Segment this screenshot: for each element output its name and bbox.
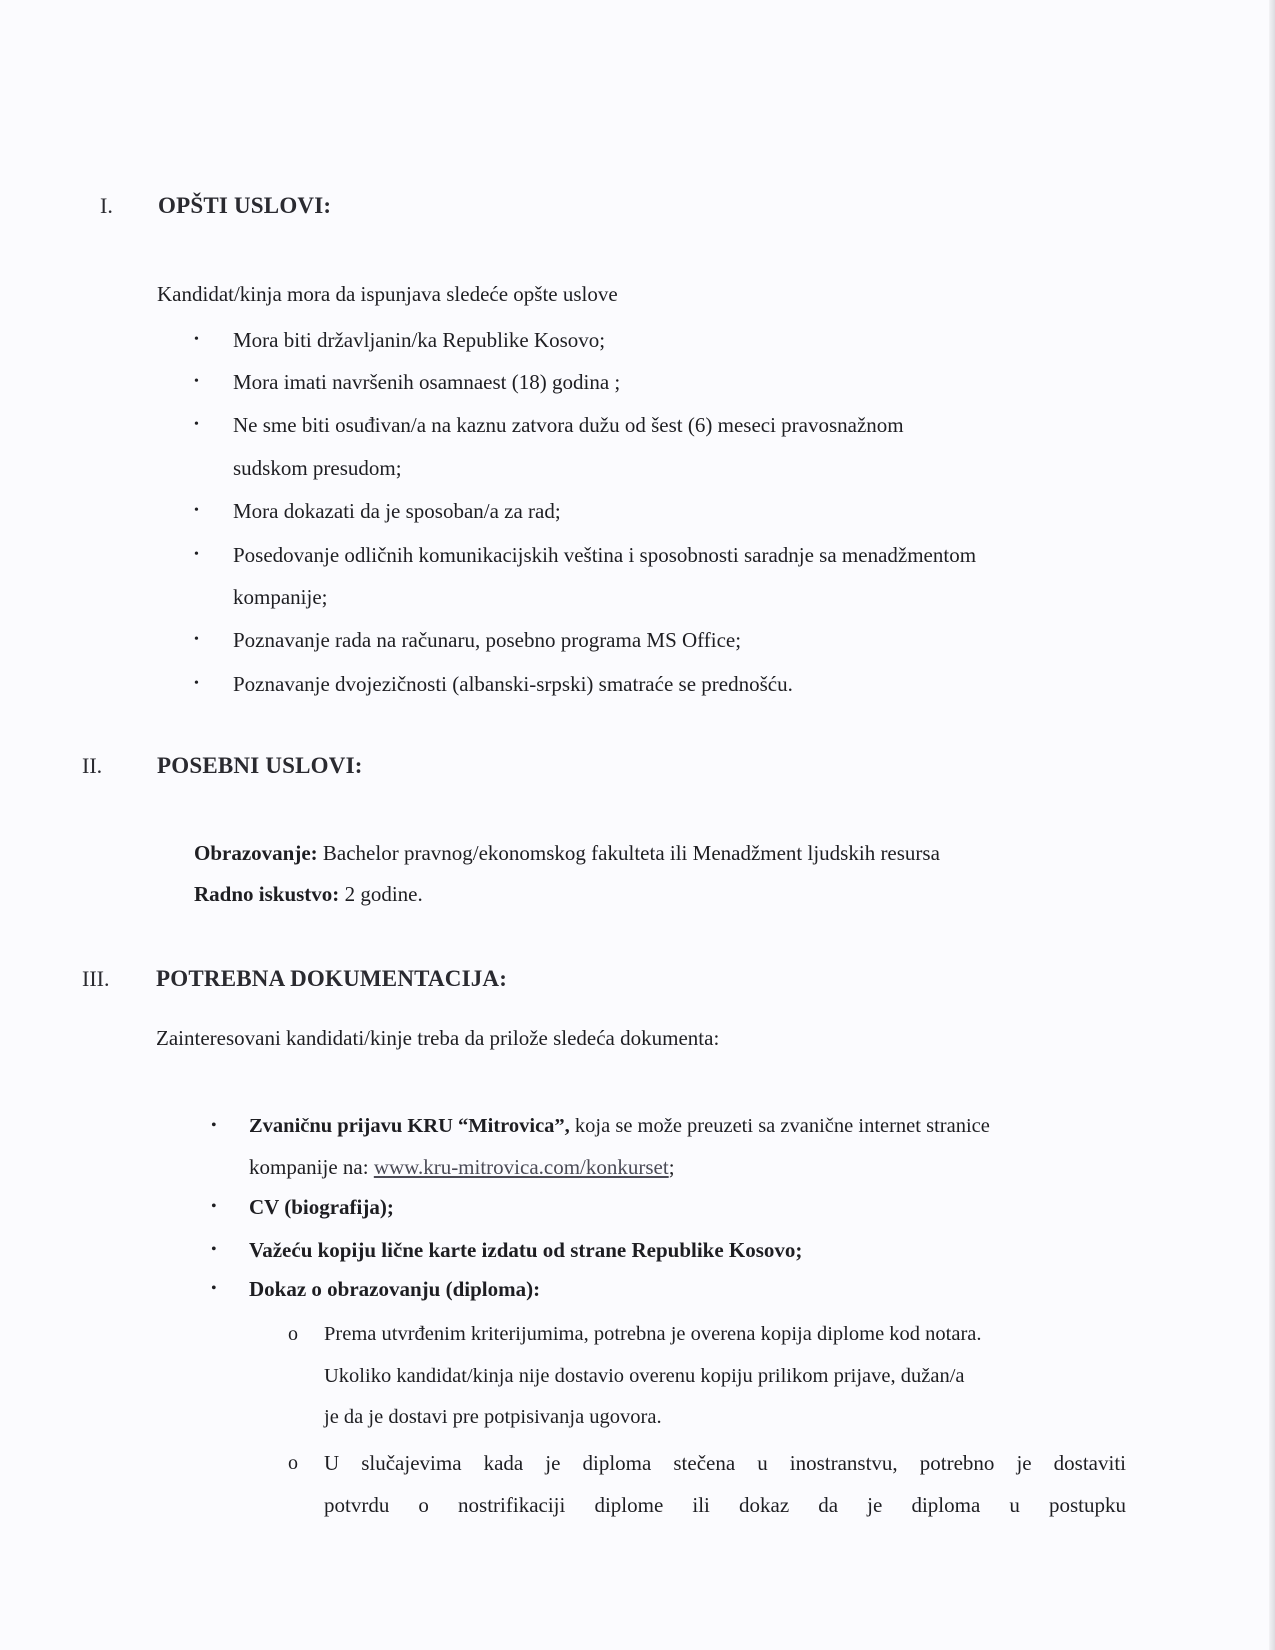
- list-item: Mora biti državljanin/ka Republike Kosovo;: [233, 328, 606, 352]
- section-2-number: II.: [82, 753, 103, 778]
- bullet-marker: •: [211, 1117, 217, 1134]
- konkurset-link[interactable]: www.kru-mitrovica.com/konkurset: [373, 1155, 669, 1179]
- section-3-title: POTREBNA DOKUMENTACIJA:: [156, 966, 508, 991]
- document-item-2: [249, 1193, 394, 1221]
- list-item-continuation: kompanije;: [233, 585, 328, 609]
- section-3-intro: Zainteresovani kandidati/kinje treba da prilože sledeća dokumenta:: [156, 1026, 720, 1050]
- list-item: Poznavanje dvojezičnosti (albanski-srpski) smatraće se prednošću.: [233, 672, 793, 696]
- document-item-3-text: Važeću kopiju lične karte izdatu od strane Republike Kosovo;: [249, 1238, 803, 1262]
- bullet-marker: •: [194, 503, 199, 518]
- list-item: Posedovanje odličnih komunikacijskih veština i sposobnosti saradnje sa menadžmentom: [233, 543, 977, 567]
- document-item-3: [249, 1236, 802, 1264]
- document-item-1-prefix: kompanije na:: [249, 1155, 374, 1179]
- bullet-marker: •: [211, 1280, 217, 1297]
- experience-value: 2 godine.: [344, 882, 423, 906]
- sub-item-1-line-1: Prema utvrđenim kriterijumima, potrebna je overena kopija diplome kod notara.: [324, 1323, 982, 1345]
- experience-line: [194, 880, 423, 908]
- sub-item-2-line-2: potvrdu o nostrifikaciji diplome ili dokaz da je diploma u postupku: [324, 1493, 1126, 1517]
- bullet-marker: •: [211, 1241, 217, 1258]
- document-item-1-suffix: ;: [668, 1155, 675, 1179]
- list-item-continuation: sudskom presudom;: [233, 456, 402, 480]
- list-item: Ne sme biti osuđivan/a na kaznu zatvora dužu od šest (6) meseci pravosnažnom: [233, 413, 904, 437]
- sub-item-2-line-1: U slučajevima kada je diploma stečena u inostranstvu, potrebno je dostaviti: [324, 1451, 1126, 1475]
- section-1-intro: Kandidat/kinja mora da ispunjava sledeće opšte uslove: [157, 282, 618, 306]
- document-item-4-text: Dokaz o obrazovanju (diploma):: [249, 1277, 541, 1301]
- education-line: [194, 839, 940, 867]
- section-2-title: POSEBNI USLOVI:: [157, 753, 363, 778]
- list-item: Poznavanje rada na računaru, posebno programa MS Office;: [233, 628, 742, 652]
- sub-item-1-line-2: Ukoliko kandidat/kinja nije dostavio overenu kopiju prilikom prijave, dužan/a: [324, 1365, 965, 1387]
- bullet-marker: •: [194, 417, 199, 432]
- bullet-marker: •: [211, 1198, 217, 1215]
- list-item: Mora dokazati da je sposoban/a za rad;: [233, 499, 561, 523]
- document-item-1-rest: koja se može preuzeti sa zvanične internet stranice: [569, 1115, 990, 1137]
- experience-label: Radno iskustvo:: [194, 882, 340, 906]
- document-item-1: [249, 1112, 990, 1140]
- bullet-marker: •: [194, 676, 199, 691]
- sub-item-1-line-3: je da je dostavi pre potpisivanja ugovora.: [324, 1406, 662, 1428]
- bullet-marker: •: [194, 374, 199, 389]
- education-value: Bachelor pravnog/ekonomskog fakulteta ili Menadžment ljudskih resursa: [322, 841, 940, 865]
- education-label: Obrazovanje:: [194, 841, 318, 865]
- bullet-marker: •: [194, 547, 199, 562]
- sub-bullet-marker: o: [288, 1323, 298, 1345]
- document-item-1-bold: Zvaničnu prijavu KRU “Mitrovica”,: [249, 1115, 570, 1137]
- section-1-number: I.: [100, 193, 113, 218]
- page-edge: [1269, 0, 1275, 1650]
- document-item-1-continuation: [249, 1153, 675, 1181]
- section-1-title: OPŠTI USLOVI:: [158, 193, 332, 218]
- bullet-marker: •: [194, 632, 199, 647]
- document-item-4: [249, 1275, 540, 1303]
- list-item: Mora imati navršenih osamnaest (18) godina ;: [233, 370, 621, 394]
- section-3-number: III.: [82, 966, 110, 991]
- bullet-marker: •: [194, 332, 199, 347]
- document-item-2-text: CV (biografija);: [249, 1195, 394, 1219]
- sub-bullet-marker: o: [288, 1452, 298, 1474]
